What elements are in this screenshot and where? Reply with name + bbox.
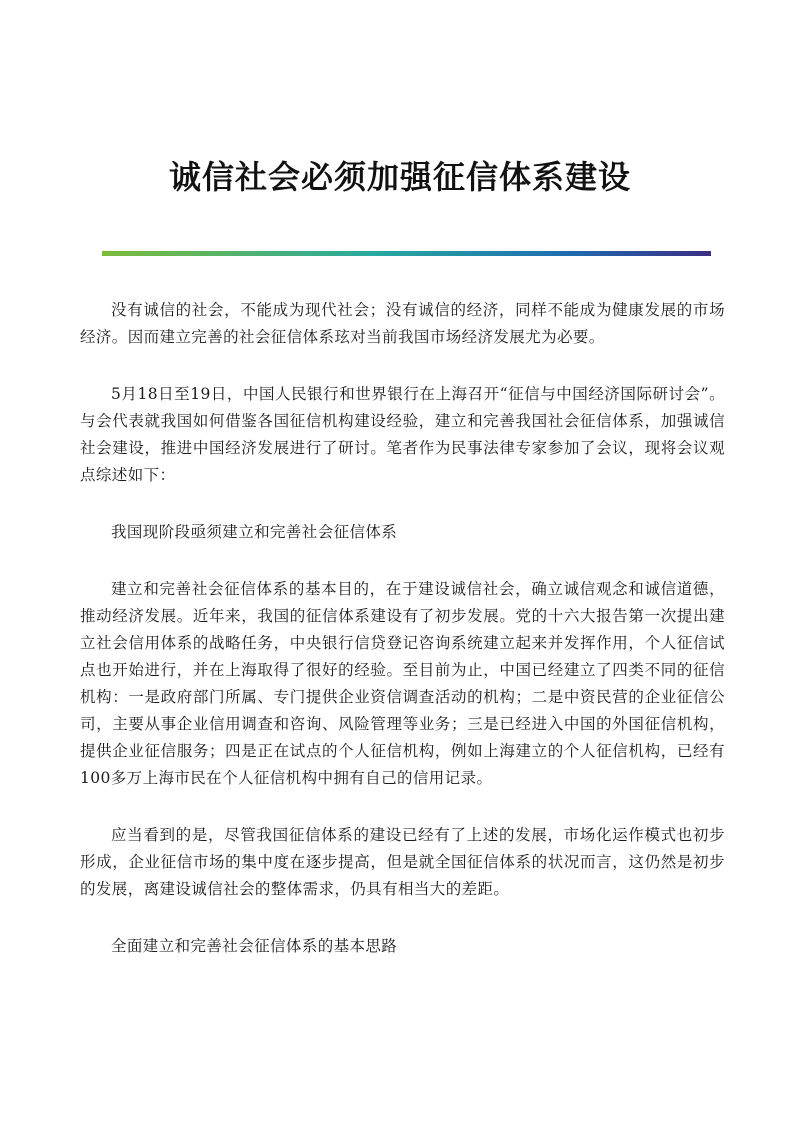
paragraph-gap: 应当看到的是，尽管我国征信体系的建设已经有了上述的发展，市场化运作模式也初步形成，企业征信市场的集中度在逐步提高，但是就全国征信体系的状况而言，这仍然是初步的发展，离建设诚信社会的整体需求，仍具有相当大的差距。 [80,826,725,898]
section-heading-1: 我国现阶段亟须建立和完善社会征信体系 [111,523,398,541]
document-body [80,297,725,990]
title-divider [102,251,711,256]
paragraph-development: 建立和完善社会征信体系的基本目的，在于建设诚信社会，确立诚信观念和诚信道德，推动经济发展。近年来，我国的征信体系建设有了初步发展。党的十六大报告第一次提出建立社会信用体系的战略任务，中央银行信贷登记咨询系统建立起来并发挥作用，个人征信试点也开始进行，并在上海取得了很好的经验。至目前为止，中国已经建立了四类不同的征信机构：一是政府部门所属、专门提供企业资信调查活动的机构；二是中资民营的企业征信公司，主要从事企业信用调查和咨询、风险管理等业务；三是已经进入中国的外国征信机构，提供企业征信服务；四是正在试点的个人征信机构，例如上海建立的个人征信机构，已经有100多万上海市民在个人征信机构中拥有自己的信用记录。 [80,580,725,787]
document-title: 诚信社会必须加强征信体系建设 [168,158,631,196]
paragraph-conference: 5月18日至19日，中国人民银行和世界银行在上海召开“征信与中国经济国际研讨会”。与会代表就我国如何借鉴各国征信机构建设经验，建立和完善我国社会征信体系，加强诚信社会建设，推进中国经济发展进行了研讨。笔者作为民事法律专家参加了会议，现将会议观点综述如下： [80,385,725,484]
paragraph-intro: 没有诚信的社会，不能成为现代社会；没有诚信的经济，同样不能成为健康发展的市场经济。因而建立完善的社会征信体系玹对当前我国市场经济发展尤为必要。 [80,301,725,346]
section-heading-2: 全面建立和完善社会征信体系的基本思路 [111,937,398,955]
